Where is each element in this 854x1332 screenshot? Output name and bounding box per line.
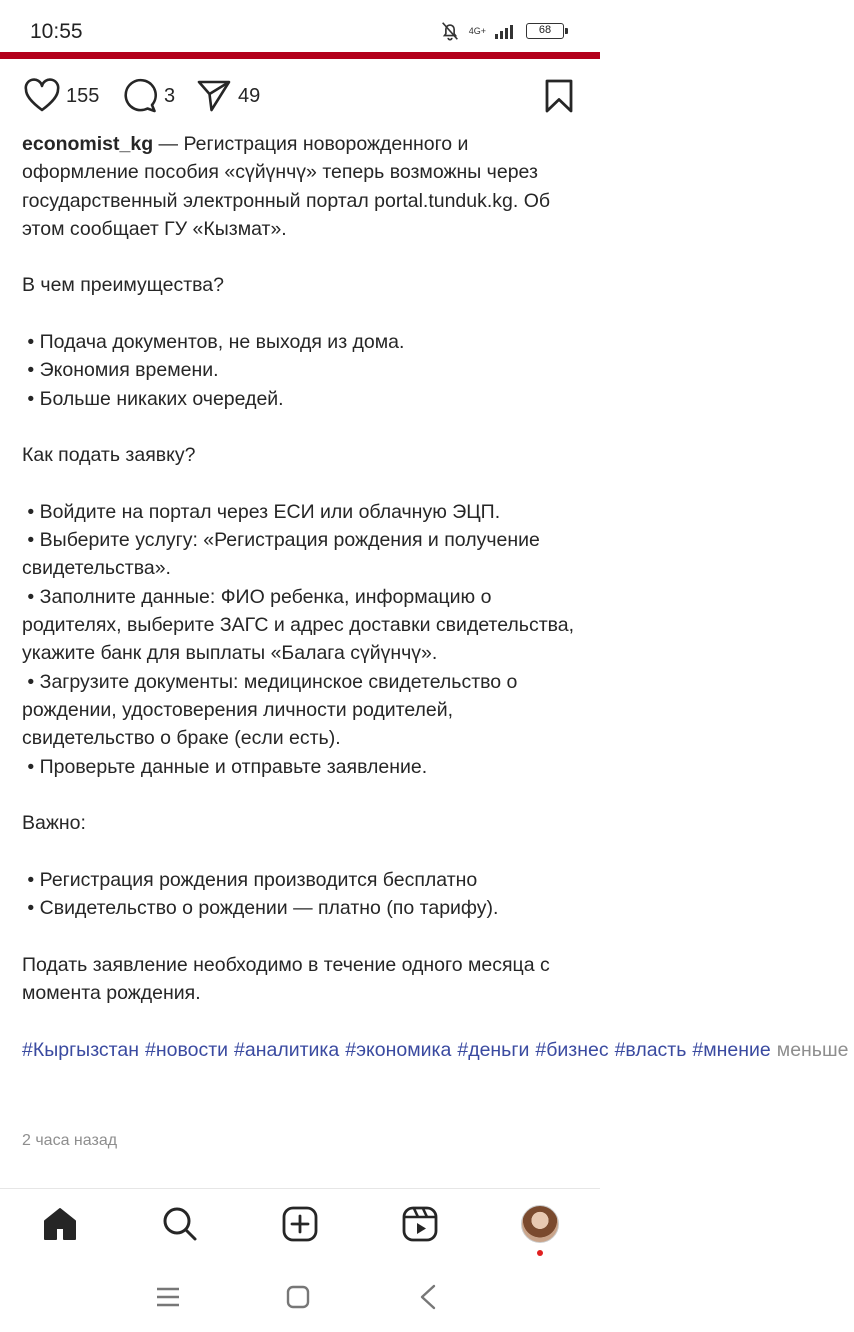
post-caption (22, 130, 849, 1064)
hashtag[interactable]: #экономика (345, 1038, 452, 1061)
hashtag-list (22, 1036, 849, 1064)
status-icons (439, 20, 564, 42)
caption-bullet: • Выберите услугу: «Регистрация рождения и получение свидетельства». (22, 529, 546, 580)
add-post-icon (282, 1206, 318, 1242)
username[interactable]: economist_kg (22, 133, 154, 155)
caption-line: Важно: (22, 812, 86, 835)
comment-count[interactable]: 3 (164, 84, 176, 107)
comment-icon[interactable] (122, 78, 158, 114)
caption-line: Как подать заявку? (22, 444, 196, 467)
status-time: 10:55 (30, 20, 83, 43)
caption-gap (22, 781, 578, 809)
nav-recents-button[interactable] (148, 1282, 188, 1312)
notifications-muted-icon (439, 20, 461, 42)
send-icon[interactable] (196, 79, 232, 113)
system-nav-bar (0, 1268, 600, 1332)
caption-bullet: • Подача документов, не выходя из дома. (22, 331, 405, 354)
caption-bullet: • Регистрация рождения производится бесплатно (22, 868, 478, 891)
caption-line: В чем преимущества? (22, 274, 224, 297)
caption-bullet: • Свидетельство о рождении — платно (по тарифу). (22, 897, 499, 920)
caption-bullet: • Войдите на портал через ЕСИ или облачную ЭЦП. (22, 500, 501, 523)
caption-line: Подать заявление необходимо в течение одного месяца с момента рождения. (22, 953, 556, 1004)
heart-icon[interactable] (24, 79, 60, 113)
back-icon (418, 1284, 438, 1310)
caption-gap (22, 1007, 578, 1035)
caption-bullet: • Заполните данные: ФИО ребенка, информацию о родителях, выберите ЗАГС и адрес доставки свидетельства, укажите банк для выплаты «Балага сүйүнчү». (22, 585, 580, 665)
avatar (521, 1205, 559, 1243)
caption-gap (22, 413, 578, 441)
caption-gap (22, 300, 578, 328)
bookmark-icon[interactable] (543, 78, 575, 114)
nav-back-button[interactable] (408, 1282, 448, 1312)
like-action (24, 78, 99, 114)
save-action (543, 78, 575, 114)
caption-bullet: • Загрузите документы: медицинское свидетельство о рождении, удостоверения личности родителей, свидетельство о браке (если есть). (22, 670, 523, 750)
menu-icon (155, 1286, 181, 1308)
hashtag[interactable]: #Кыргызстан (22, 1038, 139, 1061)
caption-gap (22, 470, 578, 498)
show-less-link[interactable]: меньше (776, 1038, 849, 1061)
tabbar-divider (0, 1188, 600, 1189)
hashtag[interactable]: #власть (614, 1038, 687, 1061)
home-icon (42, 1206, 78, 1242)
tab-profile[interactable] (518, 1202, 562, 1246)
tab-create[interactable] (278, 1202, 322, 1246)
caption-bullet: • Больше никаких очередей. (22, 387, 284, 410)
tab-reels[interactable] (398, 1202, 442, 1246)
hashtag[interactable]: #мнение (692, 1038, 771, 1061)
hashtag[interactable]: #бизнес (535, 1038, 609, 1061)
accent-divider (0, 52, 600, 59)
battery-indicator: 68 (526, 23, 564, 39)
caption-bullet: • Проверьте данные и отправьте заявление. (22, 755, 428, 778)
notification-dot (537, 1250, 543, 1256)
nav-home-button[interactable] (278, 1282, 318, 1312)
hashtag[interactable]: #новости (145, 1038, 229, 1061)
bottom-tab-bar (0, 1192, 600, 1260)
share-count[interactable]: 49 (238, 84, 261, 107)
square-icon (286, 1285, 310, 1309)
hashtag[interactable]: #аналитика (234, 1038, 340, 1061)
reels-icon (402, 1206, 438, 1242)
status-bar (0, 0, 600, 56)
hashtag[interactable]: #деньги (457, 1038, 530, 1061)
caption-gap (22, 837, 578, 865)
post-actions (0, 78, 600, 114)
tab-home[interactable] (38, 1202, 82, 1246)
caption-line: economist_kg — Регистрация новорожденного и оформление пособия «сүйүнчү» теперь возможны через государственный электронный портал portal.tunduk.kg. Об этом сообщает ГУ «Кызмат». (22, 133, 556, 240)
share-action (196, 78, 260, 114)
caption-bullet: • Экономия времени. (22, 359, 219, 382)
post-timestamp: 2 часа назад (22, 1132, 118, 1149)
like-count[interactable]: 155 (66, 84, 100, 107)
signal-icon (494, 22, 518, 40)
comment-action (122, 78, 175, 114)
search-icon (162, 1206, 198, 1242)
network-type: 4G+ (468, 25, 486, 36)
caption-gap (22, 243, 578, 271)
tab-search[interactable] (158, 1202, 202, 1246)
caption-gap (22, 922, 578, 950)
